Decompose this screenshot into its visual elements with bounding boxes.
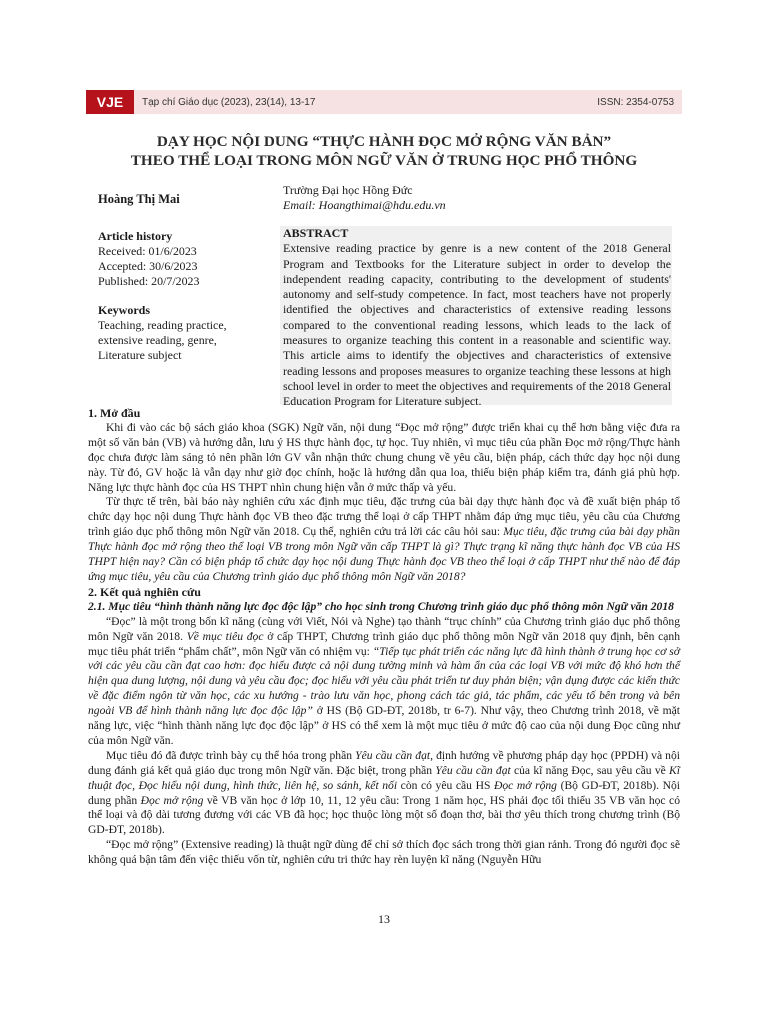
received-date: Received: 01/6/2023 bbox=[98, 244, 197, 258]
p3-quote: “Tiếp tục phát triển các năng lực đã hình thành ở trung học cơ sở với các yêu cầu cần đạt cao hơn: đọc hiểu được cả nội dung tường minh và hàm ẩn của các loại VB với mức độ khó hơn thể hiện qua dung lượng, nội dung và yêu cầu đọc; đọc hiểu với yêu cầu phát triển tư duy phản biện; vận dụng được các kiến thức về đặc điểm ngôn từ văn học, các xu hướng - trào lưu văn học, phong cách tác giả, tác phẩm, các yếu tố bên trong và bên ngoài VB để hình thành năng lực đọc độc lập” bbox=[88, 644, 680, 718]
journal-logo-badge: VJE bbox=[86, 90, 134, 114]
section-1-heading: 1. Mở đầu bbox=[88, 406, 141, 420]
author-affiliation: Trường Đại học Hồng Đức bbox=[283, 183, 413, 197]
p4-part-j: Đọc mở rộng bbox=[140, 793, 204, 807]
keywords-heading: Keywords bbox=[98, 303, 150, 317]
journal-issn: ISSN: 2354-0753 bbox=[597, 96, 674, 108]
article-title bbox=[86, 132, 682, 170]
p4-part-h: Đọc mở rộng bbox=[494, 778, 557, 792]
paragraph-4 bbox=[88, 749, 680, 838]
keywords-line-3: Literature subject bbox=[98, 348, 182, 362]
paragraph-2-text: Từ thực tế trên, bài báo này nghiên cứu xác định mục tiêu, đặc trưng của bài dạy thực hành đọc và đề xuất biện pháp tổ chức dạy học nội dung Thực hành đọc VB theo đặc trưng thể loại ở cấp THPT nhằm đáp ứng mục tiêu, yêu cầu của Chương trình giáo dục phổ thông môn Ngữ văn 2018. Cụ thể, nghiên cứu trả lời các câu hỏi sau: bbox=[88, 495, 680, 539]
page-number: 13 bbox=[378, 912, 390, 926]
paragraph-5: “Đọc mở rộng” (Extensive reading) là thuật ngữ dùng để chỉ sở thích đọc sách trong thời gian rảnh. Trong đó người đọc sẽ không quá bận tâm đến việc thiếu vốn từ, nghiên cứu tri thức hay rèn luyện kĩ năng (Nguyễn Hữu bbox=[88, 838, 680, 867]
p4-part-k: về VB văn học ở lớp 10, 11, 12 yêu cầu: Trong 1 năm học, HS phải đọc tối thiểu 35 VB văn học có thể loại và độ dài tương đương với các VB đã học; học thuộc lòng một số đoạn thơ, bài thơ yêu thích trong chương trình (Bộ GD-ĐT, 2018b). bbox=[88, 793, 680, 837]
author-name: Hoàng Thị Mai bbox=[98, 192, 180, 206]
p4-part-a: Mục tiêu đó đã được trình bày cụ thể hóa trong phần bbox=[106, 748, 356, 762]
paragraph-1: Khi đi vào các bộ sách giáo khoa (SGK) Ngữ văn, nội dung “Đọc mở rộng” được triển khai cụ thể hơn bằng việc đưa ra một số văn bản (VB) và hướng dẫn, lưu ý HS thực hành đọc, tự học. Tuy nhiên, vì mục tiêu của phần Đọc mở rộng/Thực hành đọc chưa được làm sáng tỏ nên phần lớn GV vẫn nhận thức chung chung về yêu cầu, biện pháp, cách thức dạy học nội dung này. Từ đó, GV hoặc là vẫn dạy như giờ đọc chính, hoặc là hướng dẫn qua loa, thiếu biện pháp kiểm tra, đánh giá phù hợp. Năng lực thực hành đọc của HS THPT nhìn chung hiện vẫn ở mức thấp và yếu. bbox=[88, 420, 680, 494]
paragraph-2 bbox=[88, 495, 680, 584]
author-affiliation-block bbox=[283, 183, 446, 213]
p4-part-f: Kĩ thuật đọc, Đọc hiểu nội dung, hình thức, liên hệ, so sánh, kết nối bbox=[88, 763, 680, 792]
p4-part-c: , định hướng về phương pháp dạy học (PPDH) và nội dung đánh giá kết quả giáo dục trong môn Ngữ văn. Đặc biệt, trong phần bbox=[88, 748, 680, 777]
research-questions: Mục tiêu, đặc trưng của bài dạy phần Thực hành đọc mở rộng theo thể loại VB trong môn Ngữ văn cấp THPT là gì? Thực trạng kĩ năng thực hành đọc VB của HS THPT hiện nay? Cần có biện pháp tổ chức dạy học nội dung Thực hành đọc VB theo thể loại ở cấp THPT như thế nào để đáp ứng mục tiêu, yêu cầu của Chương trình giáo dục phổ thông môn Ngữ văn 2018? bbox=[88, 525, 680, 583]
article-body bbox=[88, 406, 680, 868]
p3-part-a: “Đọc” là một trong bốn kĩ năng (cùng với Viết, Nói và Nghe) tạo thành “trục chính” của Chương trình giáo dục phổ thông môn Ngữ văn 2018. bbox=[88, 614, 680, 643]
article-meta-sidebar bbox=[98, 229, 268, 363]
abstract-section bbox=[283, 226, 671, 410]
paragraph-3 bbox=[88, 615, 680, 749]
section-2-heading: 2. Kết quả nghiên cứu bbox=[88, 584, 201, 599]
keywords-line-1: Teaching, reading practice, bbox=[98, 318, 227, 332]
p4-part-e: của kĩ năng Đọc, sau yêu cầu về bbox=[510, 763, 670, 777]
p4-part-b: Yêu cầu cần đạt bbox=[355, 748, 431, 762]
p3-part-b: Về mục tiêu đọc bbox=[186, 629, 264, 643]
p3-part-e: ở HS (Bộ GD-ĐT, 2018b, tr 6-7). Như vậy, theo Chương trình 2018, về mặt năng lực, việc “hình thành năng lực đọc độc lập” ở HS có thể xem là một mục tiêu ở mức độ cao của nội dung Đọc cũng như của môn Ngữ văn. bbox=[88, 704, 680, 747]
p3-part-c: ở cấp THPT, Chương trình giáo dục phổ thông môn Ngữ văn 2018 quy định, bên cạnh mục tiêu phát triển “phẩm chất”, môn Ngữ văn có nhiệm vụ: bbox=[88, 629, 680, 658]
abstract-text: Extensive reading practice by genre is a new content of the 2018 General Program and Textbooks for the Literature subject in order to develop the independent reading capacity, contributing to the development of students' autonomy and self-study competence. In fact, most teachers have not properly identified the objectives and characteristics of extensive reading lessons compared to the conventional reading lessons, which leads to the lack of measures to organize teaching this content in a reasonable and scientific way. This article aims to identify the objectives and characteristics of extensive reading lessons and proposes measures to organize teaching these lessons at high school level in order to meet the objectives and requirements of the 2018 General Education Program for Literature subject. bbox=[283, 241, 671, 409]
journal-header-bar bbox=[134, 90, 682, 114]
keywords-line-2: extensive reading, genre, bbox=[98, 333, 217, 347]
author-email: Email: Hoangthimai@hdu.edu.vn bbox=[283, 198, 446, 212]
journal-citation: Tạp chí Giáo dục (2023), 23(14), 13-17 bbox=[142, 96, 316, 108]
article-title-line-2: THEO THỂ LOẠI TRONG MÔN NGỮ VĂN Ở TRUNG HỌC PHỔ THÔNG bbox=[130, 152, 638, 169]
accepted-date: Accepted: 30/6/2023 bbox=[98, 259, 198, 273]
p4-part-d: Yêu cầu cần đạt bbox=[435, 763, 511, 777]
abstract-heading: ABSTRACT bbox=[283, 226, 349, 240]
article-title-line-1: DẠY HỌC NỘI DUNG “THỰC HÀNH ĐỌC MỞ RỘNG VĂN BẢN” bbox=[156, 133, 612, 150]
p4-part-i: (Bộ GD-ĐT, 2018b). Nội dung phần bbox=[88, 778, 680, 807]
section-2-1-heading: 2.1. Mục tiêu “hình thành năng lực đọc độc lập” cho học sinh trong Chương trình giáo dục phổ thông môn Ngữ văn 2018 bbox=[88, 599, 674, 613]
published-date: Published: 20/7/2023 bbox=[98, 274, 200, 288]
article-history-heading: Article history bbox=[98, 229, 173, 243]
p4-part-g: còn có yêu cầu HS bbox=[397, 778, 494, 792]
